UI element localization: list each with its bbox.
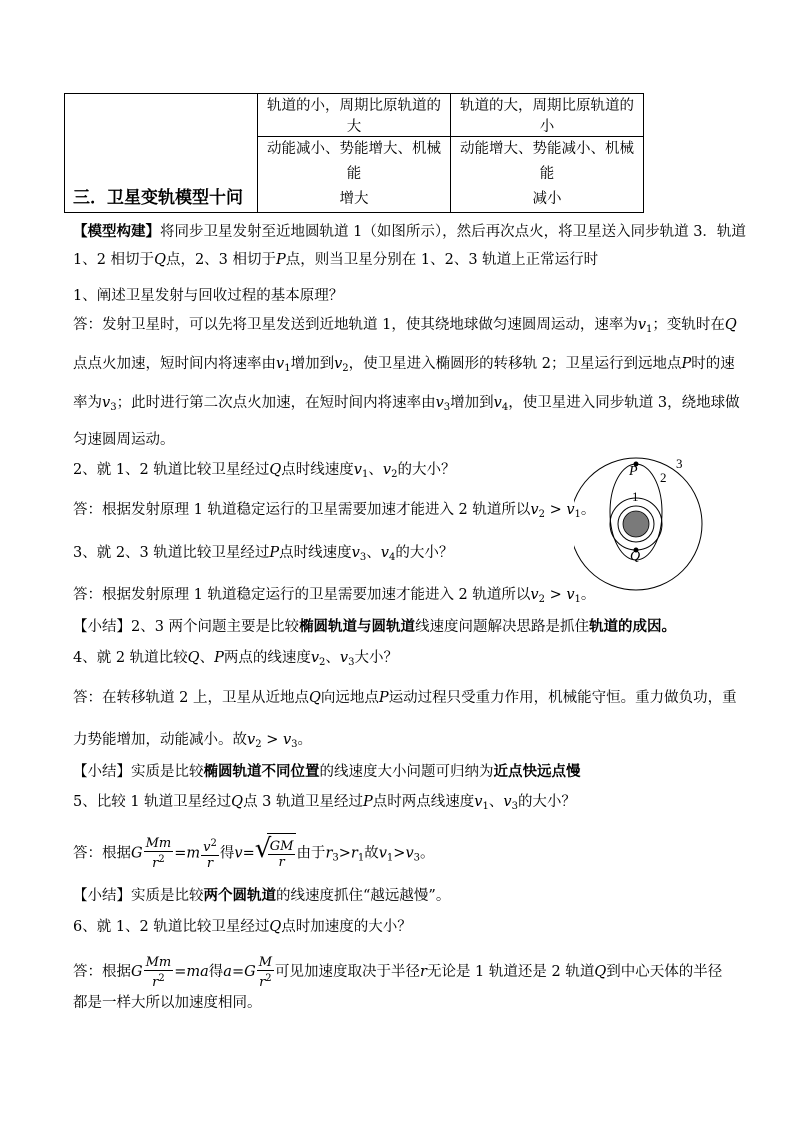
symbol: P [363, 794, 373, 810]
text: 答：发射卫星时，可以先将卫星发送到近地轨道 1，使其绕地球做匀速圆周运动，速率为 [73, 317, 638, 333]
text: 大小？ [354, 650, 398, 666]
superscript: 2 [158, 854, 165, 865]
text: 2、3 两个问题主要是比较 [131, 619, 300, 635]
text: ；此时进行第二次点火加速，在短时间内将速率由 [116, 395, 436, 411]
symbol: v [334, 356, 343, 372]
symbol: Q [724, 317, 737, 333]
text: 向远地点 [320, 690, 379, 706]
text: 答：根据 [73, 964, 131, 980]
answer-4-line [73, 688, 737, 708]
text: ；变轨时在 [652, 317, 725, 333]
subscript: 2 [319, 657, 326, 668]
text: 增加到 [290, 356, 335, 372]
subscript: 2 [391, 469, 398, 480]
text: 增加到 [450, 395, 494, 411]
text: 点时线速度 [279, 545, 352, 561]
fraction-numerator [201, 836, 219, 856]
text: 答：根据 [73, 845, 131, 862]
subscript: 1 [386, 852, 394, 864]
subscript: 2 [342, 363, 349, 374]
radical-sign-icon: √ [254, 834, 272, 864]
text: 得 [219, 845, 235, 862]
symbol: v [353, 462, 362, 478]
bold-text: 轨道的成因。 [589, 618, 677, 635]
text: 4、就 2 轨道比较 [73, 650, 188, 666]
symbol: G [131, 845, 143, 862]
text: 点点火加速，短时间内将速率由 [73, 356, 276, 372]
symbol: v [102, 395, 111, 411]
text: 可见加速度取决于半径 [275, 964, 421, 980]
symbol: M [145, 954, 159, 970]
fraction-denominator [268, 855, 296, 870]
symbol: v [493, 395, 502, 411]
text: 的线速度抓住“越远越慢”。 [276, 888, 451, 904]
symbol: v [234, 845, 243, 862]
answer-6-line: 都是一样大所以加速度相同。 [73, 995, 262, 1011]
text: 得 [208, 964, 224, 980]
question-5 [73, 792, 576, 817]
text: 的大小？ [397, 462, 456, 478]
symbol: a [200, 964, 209, 980]
table-cell-line: 增大 [339, 191, 369, 207]
text: 、 [199, 650, 215, 666]
text: 1、2 相切于 [73, 252, 155, 268]
symbol: r [152, 974, 159, 990]
subscript: 1 [574, 594, 581, 605]
text: 将同步卫星发射至近地圆轨道 1（如图所示），然后再次点火，将卫星送入同步轨道 3．轨道 [160, 224, 746, 240]
operator: = [174, 964, 187, 980]
answer-2 [73, 500, 595, 525]
model-paragraph-line [73, 250, 598, 270]
orbit-diagram [574, 454, 724, 604]
bold-text: 两个圆轨道 [203, 887, 276, 904]
superscript: 2 [265, 972, 272, 984]
fraction-denominator [144, 852, 174, 871]
subscript: 1 [284, 363, 291, 374]
bold-text: 椭圆轨道不同位置 [203, 763, 320, 780]
text: 点时线速度 [281, 462, 354, 478]
text: 6、就 1、2 轨道比较卫星经过 [73, 919, 270, 935]
table-cell [451, 137, 644, 213]
symbol: v [474, 794, 483, 810]
superscript: 2 [210, 838, 217, 849]
symbol: Q [231, 794, 244, 810]
subscript: 3 [413, 852, 421, 864]
operator: = [231, 964, 245, 980]
symbol: Q [187, 650, 200, 666]
operator: = [242, 845, 255, 862]
label-orbit-1: 1 [632, 489, 639, 504]
symbol: Q [269, 919, 282, 935]
answer-4-line [73, 730, 312, 755]
symbol: v [530, 587, 539, 603]
operator: > [549, 587, 562, 603]
fraction [268, 839, 296, 870]
answer-3 [73, 585, 595, 610]
subscript: 3 [291, 739, 298, 750]
symbol: v [382, 462, 392, 478]
subscript: 3 [443, 402, 451, 413]
square-root [255, 833, 297, 874]
subscript: 3 [332, 852, 339, 864]
symbol: r [420, 964, 427, 980]
symbol: v [282, 732, 292, 748]
table-cell: 轨道的大，周期比原轨道的小 [451, 94, 644, 137]
symbol: Q [308, 690, 321, 706]
text: 实质是比较 [131, 764, 204, 780]
text: 、 [325, 650, 340, 666]
symbol: Q [269, 462, 282, 478]
fraction-numerator [144, 836, 174, 852]
text: 率为 [73, 395, 102, 411]
subscript: 3 [511, 801, 518, 812]
symbol: m [186, 964, 201, 980]
symbol: P [378, 690, 389, 706]
fraction-denominator [201, 856, 219, 871]
symbol: v [405, 845, 414, 862]
symbol: v [247, 732, 256, 748]
text: 5、比较 1 轨道卫星经过 [73, 794, 232, 810]
fraction [257, 955, 274, 990]
symbol: r [325, 845, 333, 862]
symbol: m [186, 845, 201, 862]
symbol: v [380, 545, 389, 561]
text: 点时加速度的大小？ [281, 919, 412, 935]
subscript: 3 [110, 402, 117, 413]
symbol: r [350, 845, 358, 862]
text: 【小结】 [73, 764, 131, 780]
fraction [144, 955, 174, 990]
text: 由于 [296, 845, 326, 862]
operator: > [393, 845, 406, 862]
symbol: r [152, 856, 159, 871]
text: 。 [297, 732, 313, 748]
symbol: v [566, 502, 575, 518]
fraction [201, 836, 219, 871]
fraction-denominator [144, 971, 174, 990]
question-1: 1、阐述卫星发射与回收过程的基本原理？ [73, 288, 344, 304]
fraction-numerator [268, 839, 296, 855]
symbol: v [339, 650, 349, 666]
table-row [65, 94, 644, 137]
symbol: v [435, 395, 444, 411]
model-paragraph-line [73, 222, 746, 242]
symbol: v [566, 587, 575, 603]
symbol: M [145, 836, 159, 851]
subscript: 4 [501, 402, 509, 413]
symbol: G [269, 838, 281, 854]
answer-1-line [73, 393, 740, 418]
text: 点 3 轨道卫星经过 [243, 794, 364, 810]
symbol: M [280, 838, 294, 854]
operator: = [174, 845, 187, 862]
text: 点，则当卫星分别在 1、2、3 轨道上正常运行时 [285, 252, 599, 268]
symbol: Q [594, 964, 607, 980]
symbol: r [206, 856, 214, 871]
answer-1-line: 匀速圆周运动。 [73, 432, 175, 448]
subscript: 1 [357, 852, 365, 864]
model-tag: 【模型构建】 [73, 223, 160, 240]
table-cell [258, 137, 451, 213]
section-heading: 三．卫星变轨模型十问 [73, 188, 243, 208]
text: 、 [488, 794, 504, 810]
table-cell-line: 动能减小、势能增大、机械能 [267, 141, 441, 182]
operator: > [549, 502, 562, 518]
text: 、 [368, 462, 383, 478]
subscript: 3 [348, 657, 355, 668]
text: 力势能增加，动能减小。故 [73, 732, 247, 748]
symbol: v [351, 545, 360, 561]
symbol: P [214, 650, 224, 666]
symbol: v [637, 317, 647, 333]
operator: > [338, 845, 351, 862]
text: 。 [580, 587, 596, 603]
text: 无论是 1 轨道还是 2 轨道 [426, 964, 595, 980]
symbol: v [378, 845, 387, 862]
text: 。 [580, 502, 596, 518]
text: ，使卫星进入同步轨道 3，绕地球做 [508, 395, 740, 411]
label-q: Q [630, 549, 641, 564]
text: 的线速度大小问题可归纳为 [319, 764, 494, 780]
text: 故 [364, 845, 379, 862]
symbol: P [276, 252, 286, 268]
subscript: 2 [538, 594, 545, 605]
fraction-numerator [144, 955, 174, 971]
text: 两点的线速度 [223, 650, 311, 666]
answer-5-line [73, 833, 435, 879]
subscript: 1 [646, 324, 653, 335]
symbol: G [244, 964, 256, 980]
text: 的大小？ [517, 794, 576, 810]
subscript: 1 [482, 801, 489, 812]
symbol: v [203, 840, 211, 855]
label-orbit-3: 3 [676, 456, 683, 471]
text: 到中心天体的半径 [606, 964, 723, 980]
subscript: 4 [388, 552, 396, 563]
answer-1-line [73, 354, 735, 379]
text: 运动过程只受重力作用，机械能守恒。重力做负功，重 [388, 690, 737, 706]
operator: > [266, 732, 279, 748]
subscript: 1 [574, 509, 581, 520]
symbol: v [276, 356, 285, 372]
text: 答：根据发射原理 1 轨道稳定运行的卫星需要加速才能进入 2 轨道所以 [73, 502, 531, 518]
answer-6-line [73, 952, 722, 992]
fraction [144, 836, 174, 871]
text: 点时两点线速度 [372, 794, 475, 810]
symbol: v [310, 650, 320, 666]
symbol: Q [154, 252, 166, 268]
summary-1 [73, 617, 676, 637]
earth-icon [623, 511, 649, 537]
fraction-numerator [257, 955, 274, 971]
text: 点，2、3 相切于 [165, 252, 277, 268]
text: ，使卫星进入椭圆形的转移轨 2；卫星运行到远地点 [348, 356, 682, 372]
text: 【小结】 [73, 888, 131, 904]
question-6 [73, 917, 412, 937]
text: 2、就 1、2 轨道比较卫星经过 [73, 462, 270, 478]
text: 实质是比较 [131, 888, 204, 904]
summary-3 [73, 886, 450, 906]
subscript: 2 [538, 509, 545, 520]
subscript: 3 [359, 552, 367, 563]
question-2 [73, 460, 455, 485]
question-3 [73, 543, 453, 568]
question-4 [73, 648, 398, 673]
symbol: v [503, 794, 512, 810]
symbol: P [269, 545, 280, 561]
subscript: 2 [255, 739, 262, 750]
symbol: m [158, 954, 172, 970]
subscript: 1 [362, 469, 369, 480]
symbol: G [131, 964, 143, 980]
text: 【小结】 [73, 619, 131, 635]
fraction-denominator [257, 971, 274, 990]
symbol: r [259, 974, 266, 990]
label-orbit-2: 2 [660, 470, 667, 485]
table-cell-line: 减小 [532, 191, 562, 207]
text: 答：根据发射原理 1 轨道稳定运行的卫星需要加速才能进入 2 轨道所以 [73, 587, 531, 603]
symbol: a [223, 964, 232, 980]
text: 时的速 [691, 356, 735, 372]
symbol: m [158, 836, 172, 851]
text: 线速度问题解决思路是抓住 [415, 619, 590, 635]
text: 答：在转移轨道 2 上，卫星从近地点 [73, 690, 309, 706]
text: 、 [366, 545, 381, 561]
summary-2 [73, 762, 581, 782]
label-p: P [629, 464, 638, 479]
superscript: 2 [158, 972, 165, 984]
table-cell-line: 动能增大、势能减小、机械能 [460, 141, 634, 182]
bold-text: 椭圆轨道与圆轨道 [299, 618, 416, 635]
text: 的大小？ [395, 545, 454, 561]
symbol: P [681, 356, 692, 372]
text: 3、就 2、3 轨道比较卫星经过 [73, 545, 270, 561]
text: 。 [420, 845, 435, 862]
table-cell: 轨道的小，周期比原轨道的大 [258, 94, 451, 137]
symbol: M [258, 954, 273, 970]
answer-1-line [73, 315, 737, 340]
bold-text: 近点快远点慢 [493, 763, 581, 780]
symbol: v [530, 502, 539, 518]
symbol: r [278, 854, 285, 870]
